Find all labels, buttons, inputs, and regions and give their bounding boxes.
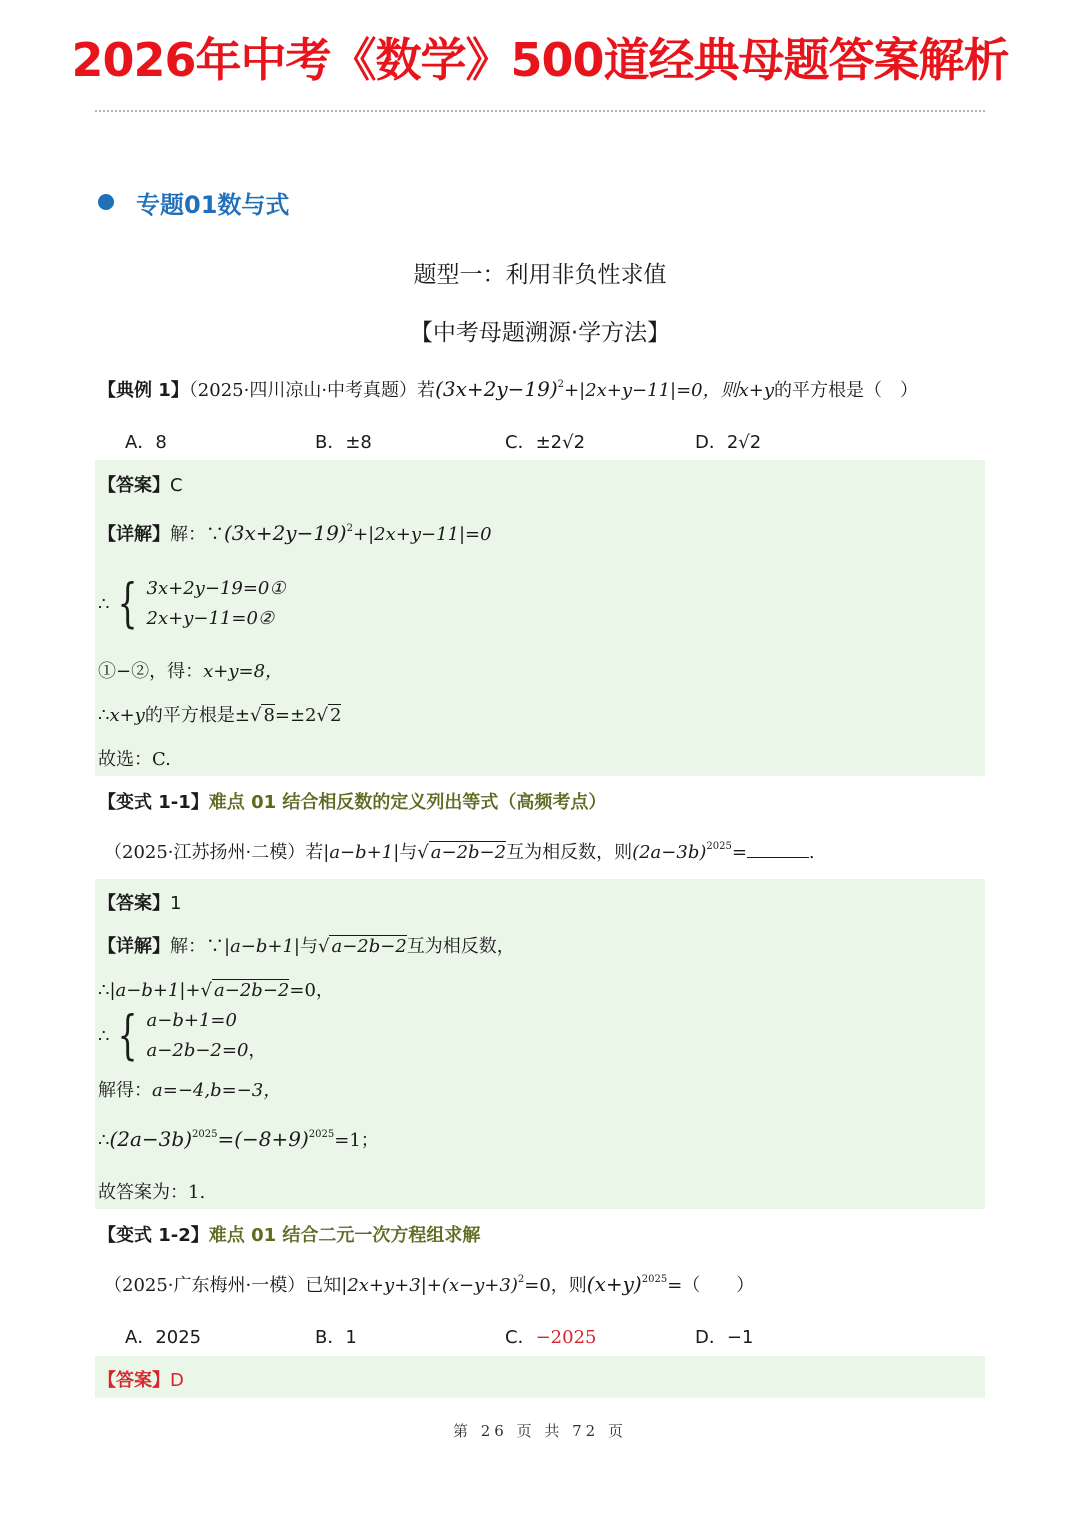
variant2-answer-box (95, 1356, 985, 1398)
answer-label: 【答案】 (98, 475, 170, 496)
detail-exp: 2 (346, 523, 353, 534)
v1-l2-plus: + (185, 980, 201, 1001)
example1-tag: 【典例 1】 (98, 380, 189, 401)
v1-detail-and: 与 (300, 936, 318, 957)
variant1-final: 故答案为：1. (98, 1182, 206, 1203)
variant1-line2: ∴|a−b+1|+√ a−2b−2=0， (98, 980, 334, 1001)
variant2-tag: 【变式 1-2】 (98, 1225, 209, 1246)
topic-heading (98, 184, 289, 220)
option-a: A．8 (125, 432, 167, 453)
example1-step1 (98, 657, 283, 683)
v1-system-eq-1: a−b+1=0 (146, 1010, 237, 1031)
example1-options (125, 428, 885, 454)
v1-q-eq: = (731, 842, 747, 863)
v1-q-pow: 2025 (706, 841, 732, 852)
step1-text: ①−②，得： (98, 661, 204, 682)
variant2-heading (98, 1221, 480, 1247)
example1-step2: ∴x+y的平方根是±√ 8=±2√ 2 (98, 705, 342, 726)
v1-l2-therefore: ∴ (98, 980, 110, 1001)
page-footer: 第 26 页 共 72 页 (452, 1422, 627, 1440)
v1-therefore: ∴ (98, 1025, 110, 1047)
answer-value: C (170, 475, 183, 496)
variant1-system (98, 1006, 266, 1066)
variant1-tag: 【变式 1-1】 (98, 792, 209, 813)
example1-system (98, 574, 286, 634)
v1-l5-expr2: =(−8+9) (217, 1127, 309, 1151)
v1-detail-radicand: a−2b−2 (331, 936, 407, 957)
system-eq-2: 2x+y−11=0② (146, 608, 275, 629)
v2-answer-label: 【答案】 (98, 1370, 170, 1391)
variant1-solve (98, 1076, 281, 1102)
detail-expr2: +|2x+y−11|=0 (352, 524, 492, 545)
v1-q-text: 互为相反数，则 (506, 842, 633, 863)
therefore-symbol: ∴ (98, 593, 110, 615)
v1-detail-text: 互为相反数， (406, 936, 515, 957)
v1-q-abs: |a−b+1| (323, 842, 400, 863)
example1-detail (98, 520, 492, 546)
section-title: 题型一：利用非负性求值 (413, 262, 667, 288)
step2-radicand2: 2 (330, 705, 342, 726)
variant2-options (125, 1323, 885, 1349)
variant1-line5 (98, 1126, 379, 1152)
v2-option-c (505, 1323, 695, 1349)
v2-option-c-label: C． (505, 1327, 536, 1348)
v1-q-source: （2025·江苏扬州·二模）若 (104, 842, 324, 863)
v1-brace-icon: { (118, 1006, 138, 1066)
v1-detail-label: 【详解】 (98, 936, 170, 957)
v1-answer-value: 1 (170, 893, 182, 914)
variant1-title: 难点 01 结合相反数的定义列出等式（高频考点） (208, 792, 607, 813)
page-banner-title: 2026年中考《数学》500道经典母题答案解析 (71, 33, 1009, 87)
v1-answer-label: 【答案】 (98, 893, 170, 914)
v1-q-expr: (2a−3b) (632, 842, 707, 863)
v2-q-source: （2025·广东梅州·一模）已知 (104, 1275, 342, 1296)
variant1-answer (98, 889, 181, 915)
v1-l5-pow2: 2025 (308, 1129, 335, 1140)
example1-final: 故选：C. (98, 749, 171, 770)
example1-expr2: +|2x+y−11|=0，则 (564, 380, 739, 401)
v1-q-period: . (808, 842, 815, 863)
v2-q-expr: |2x+y+3|+(x−y+3) (341, 1275, 518, 1296)
v2-option-a: A．2025 (125, 1327, 202, 1348)
option-d: D．2√2 (695, 432, 762, 453)
v2-option-d: D．−1 (695, 1327, 754, 1348)
v1-l5-therefore: ∴ (98, 1130, 110, 1151)
step2-xy: x+y (109, 705, 145, 726)
step2-therefore: ∴ (98, 705, 110, 726)
detail-label: 【详解】 (98, 524, 170, 545)
v1-l2-eq: =0， (289, 980, 334, 1001)
v1-l2-radicand: a−2b−2 (214, 980, 290, 1001)
variant1-question: （2025·江苏扬州·二模）若|a−b+1|与√ a−2b−2互为相反数，则$(2a-3b)^{2025}=$ . (104, 841, 815, 863)
example1-tail: 的平方根是（ ） (774, 380, 919, 401)
option-c: C．±2√2 (505, 432, 586, 453)
step1-expr: x+y=8， (203, 661, 284, 682)
variant2-answer (98, 1366, 184, 1392)
v1-detail-lead: 解：∵ (170, 936, 224, 957)
brace-icon: { (118, 574, 138, 634)
step2-radicand: 8 (263, 705, 275, 726)
bullet-dot-icon (98, 194, 114, 210)
option-b: B．±8 (315, 432, 372, 453)
variant2-title: 难点 01 结合二元一次方程组求解 (208, 1225, 481, 1246)
example1-question (98, 376, 918, 402)
example1-source: （2025·四川凉山·中考真题）若 (188, 380, 436, 401)
system-eq-1: 3x+2y−19=0① (146, 578, 286, 599)
v1-l5-result: =1； (334, 1130, 379, 1151)
v1-solve-text: 解得： (98, 1080, 152, 1101)
example1-expr: (3x+2y−19) (435, 377, 558, 401)
v2-q-sq: 2 (517, 1274, 525, 1285)
v2-q-text: =0，则 (524, 1275, 587, 1296)
step2-text: 的平方根是± (144, 705, 250, 726)
v1-q-and: 与 (399, 842, 418, 863)
detail-lead: 解：∵ (170, 524, 224, 545)
v2-q-tail: =（ ） (667, 1275, 755, 1296)
v1-l5-pow1: 2025 (192, 1129, 218, 1140)
v1-q-radicand: a−2b−2 (430, 842, 507, 863)
v2-answer-value: D (170, 1370, 184, 1391)
step2-eq: =±2 (274, 705, 317, 726)
v1-l2-abs: |a−b+1| (109, 980, 186, 1001)
v2-q-pow: 2025 (641, 1274, 668, 1285)
dotted-divider (95, 110, 985, 112)
answer-blank (747, 857, 809, 858)
detail-expr: (3x+2y−19) (224, 521, 347, 545)
topic-title: 专题01数与式 (136, 190, 290, 219)
v1-system-comma: ， (248, 1040, 267, 1061)
example1-answer (98, 471, 183, 497)
v1-system-eq-2: a−2b−2=0 (146, 1040, 249, 1061)
variant1-heading (98, 788, 606, 814)
v1-l5-expr: (2a−3b) (109, 1127, 192, 1151)
v1-solve-expr: a=−4,b=−3， (152, 1080, 282, 1101)
v2-option-b: B．1 (315, 1327, 357, 1348)
v2-option-c-value: −2025 (535, 1327, 597, 1348)
example1-exp: 2 (557, 379, 565, 390)
subsection-title: 【中考母题溯源·学方法】 (409, 320, 671, 346)
variant2-question (104, 1271, 754, 1297)
v1-detail-abs: |a−b+1| (224, 936, 300, 957)
example1-xy: x+y (738, 380, 775, 401)
variant1-detail: 【详解】解：∵|a−b+1|与√ a−2b−2互为相反数， (98, 936, 515, 957)
v2-q-xy: (x+y) (586, 1272, 642, 1296)
